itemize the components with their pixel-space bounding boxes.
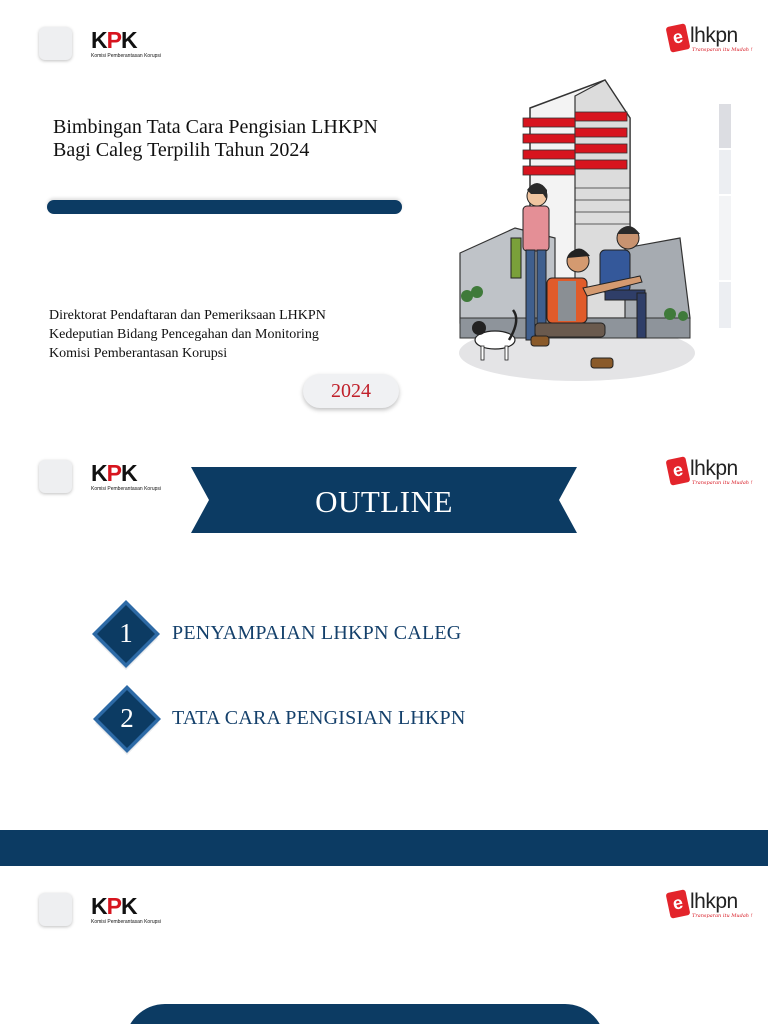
logo-placeholder-square [39, 460, 72, 493]
kpk-logo: KPK Komisi Pemberantasan Korupsi [91, 460, 162, 492]
title-slide: KPK Komisi Pemberantasan Korupsi e lhkpn Transparan itu Mudah ! Bimbingan Tata Cara Pengisian LHKPN Bagi Caleg Terpilih Tahun 2024 Direktorat Pendaftaran dan Pemeriksaan LHKPN Kedeputian Bidang Pencegahan dan Monitoring Komisi Pemberantasan Korupsi 2024 [0, 0, 768, 430]
outline-item-number: 2 [120, 703, 134, 733]
outline-item-2-number-badge [89, 683, 165, 759]
outline-item-1-number-badge [88, 598, 164, 674]
logo-placeholder-square [39, 893, 72, 926]
year-badge: 2024 [303, 374, 399, 408]
title-underline-bar [47, 200, 402, 214]
organization-info [49, 306, 326, 363]
org-line: Direktorat Pendaftaran dan Pemeriksaan LHKPN [49, 308, 326, 323]
outline-item-label: PENYAMPAIAN LHKPN CALEG [172, 622, 462, 644]
outline-slide: KPK Komisi Pemberantasan Korupsi e lhkpn Transparan itu Mudah ! OUTLINE 1 PENYAMPAIAN LHKPN CALEG 2 TATA CARA PENGISIAN LHKPN [0, 445, 768, 830]
section-banner-shape [125, 1004, 605, 1024]
slide-separator-band [0, 830, 768, 867]
logo-placeholder-square [39, 27, 72, 60]
kpk-logo: KPK Komisi Pemberantasan Korupsi [91, 893, 162, 925]
outline-item-label: TATA CARA PENGISIAN LHKPN [172, 707, 466, 729]
kpk-logo: KPK Komisi Pemberantasan Korupsi [91, 27, 162, 59]
outline-heading: OUTLINE [315, 484, 453, 519]
section-slide-partial: KPK Komisi Pemberantasan Korupsi e lhkpn Transparan itu Mudah ! [0, 866, 768, 1024]
org-line: Komisi Pemberantasan Korupsi [49, 346, 228, 361]
outline-item-number: 1 [119, 618, 133, 648]
kpk-building-illustration [455, 78, 700, 383]
presentation-title: Bimbingan Tata Cara Pengisian LHKPN Bagi Caleg Terpilih Tahun 2024 [53, 116, 378, 161]
decorative-slivers [719, 104, 731, 328]
org-line: Kedeputian Bidang Pencegahan dan Monitoring [49, 327, 319, 342]
